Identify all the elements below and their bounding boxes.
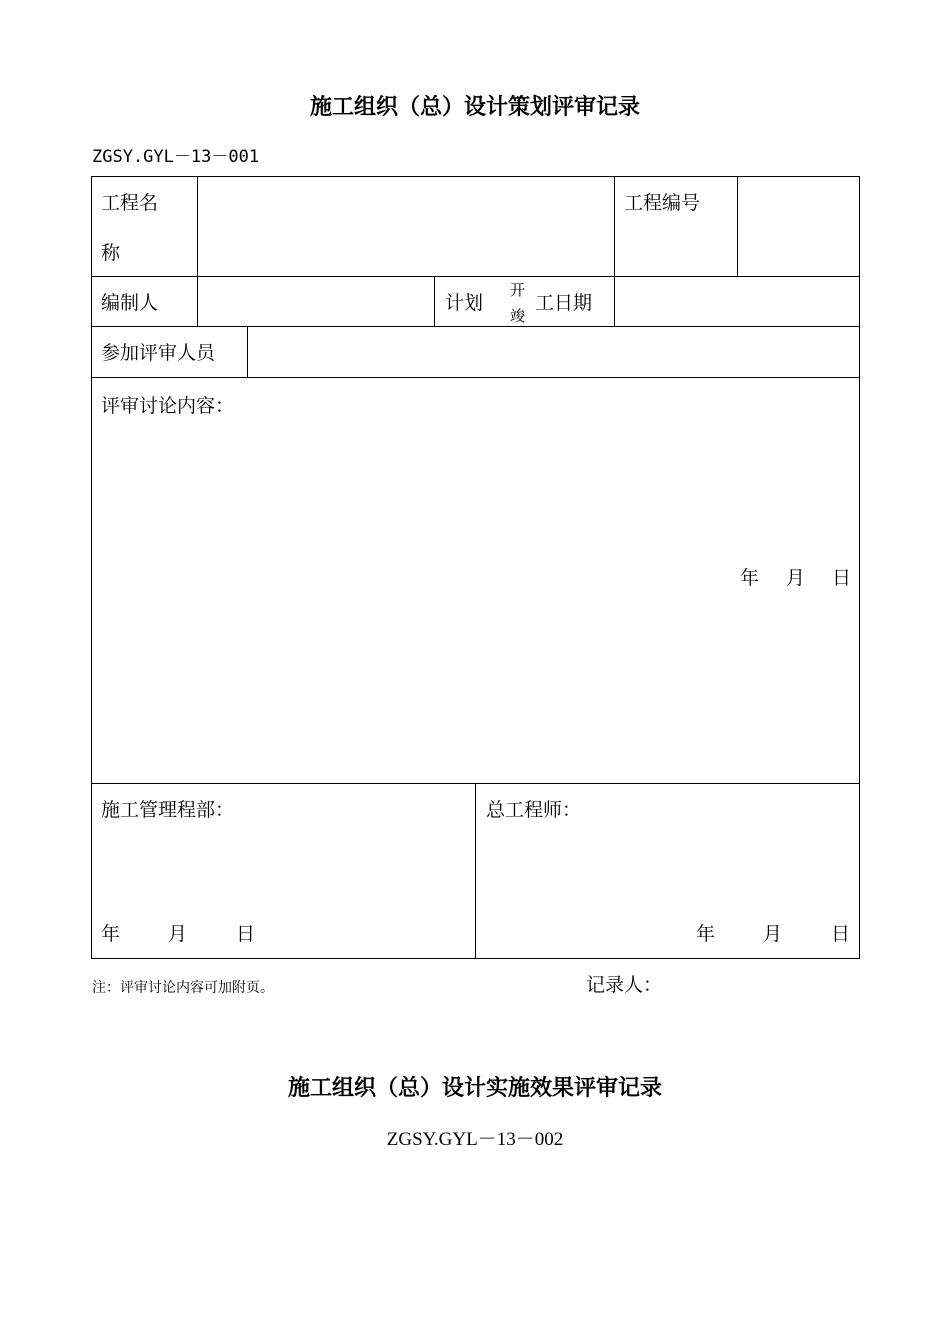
reviewers-label: 参加评审人员 [101, 342, 216, 364]
date-month: 月 [168, 923, 188, 945]
project-name-label: 工程名 [101, 192, 159, 214]
date-day: 日 [831, 923, 851, 945]
discussion-label: 评审讨论内容： [101, 395, 235, 417]
date-year: 年 [696, 923, 716, 945]
table-border-top [91, 176, 860, 177]
date-year: 年 [101, 923, 121, 945]
date-month: 月 [763, 923, 783, 945]
form1-title: 施工组织（总）设计策划评审记录 [309, 95, 640, 120]
construction-dept-label: 施工管理程部： [101, 799, 235, 821]
date-day: 日 [236, 923, 256, 945]
form1-note: 注：评审讨论内容可加附页。 [92, 980, 274, 996]
project-name-label-cont: 称 [101, 242, 121, 264]
table-col-divider [737, 176, 738, 277]
date-year: 年 [740, 567, 760, 589]
date-day: 日 [832, 567, 852, 589]
form1-code: ZGSY.GYL－13－001 [92, 147, 260, 167]
table-col-divider [475, 783, 476, 959]
form2-title: 施工组织（总）设计实施效果评审记录 [287, 1076, 662, 1101]
table-col-divider [614, 176, 615, 327]
form2-code: ZGSY.GYL－13－002 [386, 1129, 564, 1150]
plan-label: 计划 [445, 292, 484, 314]
table-col-divider [197, 176, 198, 327]
chief-engineer-label: 总工程师： [486, 799, 582, 821]
table-row-divider [91, 377, 860, 378]
date-month: 月 [786, 567, 806, 589]
table-col-divider [434, 276, 435, 327]
work-date-label: 工日期 [535, 292, 593, 314]
table-row-divider [91, 276, 860, 277]
compiler-label: 编制人 [101, 292, 159, 314]
recorder-label: 记录人： [586, 974, 663, 996]
start-char: 开 [510, 281, 526, 299]
table-row-divider [91, 326, 860, 327]
table-border-right [859, 176, 860, 959]
table-border-left [91, 176, 92, 959]
table-col-divider [247, 326, 248, 378]
end-char: 竣 [510, 307, 526, 325]
project-number-label: 工程编号 [624, 192, 701, 214]
